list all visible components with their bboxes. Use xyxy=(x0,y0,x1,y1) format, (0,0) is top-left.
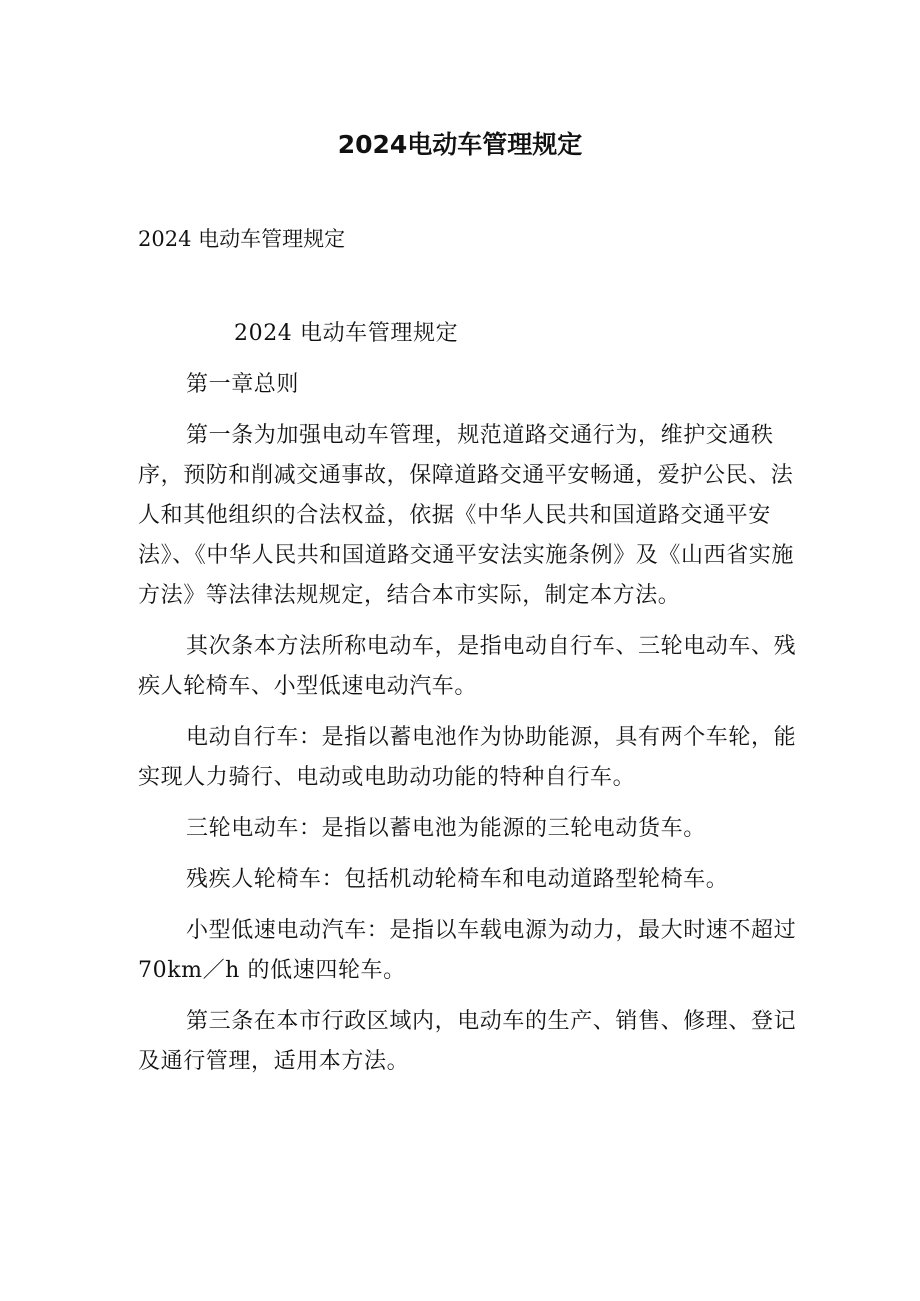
paragraph-wheelchair: 残疾人轮椅车：包括机动轮椅车和电动道路型轮椅车。 xyxy=(186,867,729,892)
paragraph-electric-bicycle: 电动自行车：是指以蓄电池作为协助能源，具有两个车轮，能实现人力骑行、电动或电助动功能的特种自行车。 xyxy=(138,725,797,790)
document-body xyxy=(138,314,800,1082)
paragraph-article-1: 第一条为加强电动车管理，规范道路交通行为，维护交通秩序，预防和削减交通事故，保障道路交通平安畅通，爱护公民、法人和其他组织的合法权益，依据《中华人民共和国道路交通平安法》、《中华人民共和国道路交通平安法实施条例》及《山西省实施方法》等法律法规规定，结合本市实际，制定本方法。 xyxy=(138,423,795,608)
paragraph-low-speed-car: 小型低速电动汽车：是指以车载电源为动力，最大时速不超过 70km／h 的低速四轮车。 xyxy=(138,918,797,983)
paragraph-article-2: 其次条本方法所称电动车，是指电动自行车、三轮电动车、残疾人轮椅车、小型低速电动汽车。 xyxy=(138,634,797,699)
inner-title: 2024 电动车管理规定 xyxy=(234,321,459,346)
paragraph-article-3: 第三条在本市行政区域内，电动车的生产、销售、修理、登记及通行管理，适用本方法。 xyxy=(138,1009,797,1074)
paragraph-electric-tricycle: 三轮电动车：是指以蓄电池为能源的三轮电动货车。 xyxy=(186,816,706,841)
page-title: 2024电动车管理规定 xyxy=(337,130,583,159)
chapter-heading: 第一章总则 xyxy=(186,372,300,397)
document-subtitle: 2024 电动车管理规定 xyxy=(138,227,346,251)
